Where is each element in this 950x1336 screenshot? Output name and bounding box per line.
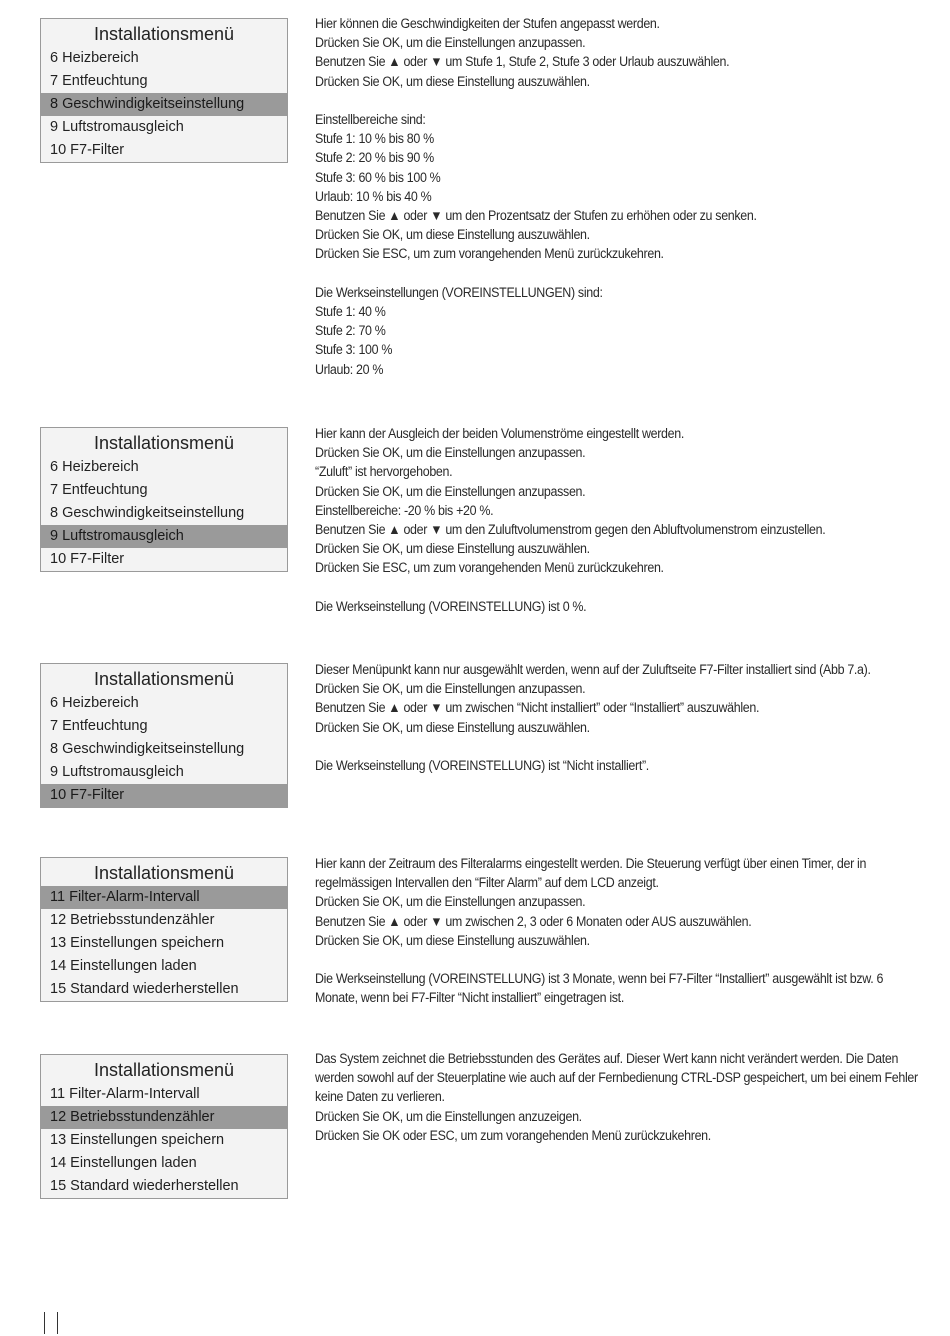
menu-title: Installationsmenü (93, 24, 235, 44)
menu-item: 15 Standard wiederherstellen (50, 981, 239, 997)
installation-menu (40, 1054, 288, 1199)
paragraph: Stufe 1: 10 % bis 80 % (315, 131, 434, 147)
description-text (315, 424, 927, 616)
menu-item-selected: 9 Luftstromausgleich (41, 525, 287, 548)
menu-item-selected: 12 Betriebsstundenzähler (41, 1106, 287, 1129)
menu-item: 11 Filter-Alarm-Intervall (50, 1086, 200, 1102)
menu-item: 7 Entfeuchtung (50, 73, 148, 89)
description-text (315, 14, 927, 379)
paragraph: Urlaub: 20 % (315, 361, 384, 377)
paragraph: Drücken Sie OK, um die Einstellungen anzupassen. (315, 35, 586, 51)
paragraph: Urlaub: 10 % bis 40 % (315, 188, 432, 204)
menu-item: 6 Heizbereich (50, 459, 139, 475)
paragraph: Die Werkseinstellung (VOREINSTELLUNG) ist 3 Monate, wenn bei F7-Filter “Installiert” ausgewählt ist bzw. 6 Monate, wenn bei F7-Filter “Nicht installiert” eingetragen ist. (315, 971, 887, 1006)
menu-title: Installationsmenü (93, 863, 235, 883)
installation-menu (40, 18, 288, 163)
menu-item: 10 F7-Filter (50, 142, 125, 158)
menu-item: 6 Heizbereich (50, 50, 139, 66)
menu-item-selected: 11 Filter-Alarm-Intervall (41, 886, 287, 909)
menu-title: Installationsmenü (93, 669, 235, 689)
menu-item: 14 Einstellungen laden (50, 958, 197, 974)
menu-item: 10 F7-Filter (50, 551, 125, 567)
menu-item: 13 Einstellungen speichern (50, 935, 225, 951)
paragraph: Benutzen Sie ▲ oder ▼ um den Zuluftvolumenstrom gegen den Abluftvolumenstrom einzustellen. (315, 522, 826, 538)
description-text (315, 660, 927, 775)
menu-item-selected: 8 Geschwindigkeitseinstellung (41, 93, 287, 116)
paragraph: Einstellbereiche sind: (315, 112, 426, 127)
paragraph: Drücken Sie OK, um diese Einstellung auszuwählen. (315, 227, 590, 243)
paragraph: Das System zeichnet die Betriebsstunden des Gerätes auf. Dieser Wert kann nicht verändert werden. Die Daten werden sowohl auf der Steuerplatine wie auch auf der Fernbedienung CTRL-DSP gespeichert, um bei einem Fehler keine Daten zu verlieren. (315, 1051, 922, 1105)
paragraph: Benutzen Sie ▲ oder ▼ um zwischen “Nicht installiert” oder “Installiert” auszuwählen. (315, 700, 760, 716)
paragraph: Einstellbereiche: -20 % bis +20 %. (315, 502, 494, 518)
paragraph: Die Werkseinstellungen (VOREINSTELLUNGEN) sind: (315, 284, 603, 300)
description-text (315, 854, 927, 1008)
paragraph: Die Werkseinstellung (VOREINSTELLUNG) ist 0 %. (315, 598, 587, 614)
paragraph: Stufe 3: 100 % (315, 342, 393, 358)
paragraph: Drücken Sie OK, um die Einstellungen anzupassen. (315, 894, 586, 910)
paragraph: Stufe 2: 20 % bis 90 % (315, 150, 434, 166)
paragraph: Drücken Sie OK, um die Einstellungen anzupassen. (315, 483, 586, 499)
paragraph: Stufe 1: 40 % (315, 304, 386, 320)
paragraph: Drücken Sie OK, um diese Einstellung auszuwählen. (315, 73, 590, 89)
paragraph: Drücken Sie OK, um die Einstellungen anzuzeigen. (315, 1108, 582, 1124)
description-text (315, 1049, 927, 1145)
menu-title: Installationsmenü (93, 1060, 235, 1080)
installation-menu (40, 857, 288, 1002)
menu-item: 15 Standard wiederherstellen (50, 1178, 239, 1194)
paragraph: Stufe 3: 60 % bis 100 % (315, 169, 441, 185)
menu-item: 13 Einstellungen speichern (50, 1132, 225, 1148)
paragraph: Drücken Sie OK oder ESC, um zum vorangehenden Menü zurückzukehren. (315, 1127, 711, 1143)
installation-menu (40, 663, 288, 808)
paragraph: Die Werkseinstellung (VOREINSTELLUNG) ist “Nicht installiert”. (315, 758, 649, 773)
paragraph: Benutzen Sie ▲ oder ▼ um zwischen 2, 3 oder 6 Monaten oder AUS auszuwählen. (315, 913, 752, 929)
menu-item: 8 Geschwindigkeitseinstellung (50, 741, 245, 757)
paragraph: Drücken Sie ESC, um zum vorangehenden Menü zurückzukehren. (315, 560, 664, 576)
paragraph: Stufe 2: 70 % (315, 323, 386, 339)
paragraph: Drücken Sie OK, um die Einstellungen anzupassen. (315, 445, 586, 461)
paragraph: Drücken Sie OK, um diese Einstellung auszuwählen. (315, 719, 590, 735)
paragraph: Benutzen Sie ▲ oder ▼ um den Prozentsatz der Stufen zu erhöhen oder zu senken. (315, 208, 757, 224)
paragraph: Drücken Sie OK, um diese Einstellung auszuwählen. (315, 932, 590, 948)
paragraph: Drücken Sie OK, um diese Einstellung auszuwählen. (315, 541, 590, 557)
paragraph: Drücken Sie OK, um die Einstellungen anzupassen. (315, 681, 586, 697)
paragraph: Hier können die Geschwindigkeiten der Stufen angepasst werden. (315, 16, 660, 31)
menu-item: 9 Luftstromausgleich (50, 119, 184, 135)
menu-item: 7 Entfeuchtung (50, 718, 148, 734)
menu-item: 12 Betriebsstundenzähler (50, 912, 215, 928)
menu-item: 8 Geschwindigkeitseinstellung (50, 505, 245, 521)
paragraph: “Zuluft” ist hervorgehoben. (315, 464, 453, 480)
menu-item-selected: 10 F7-Filter (41, 784, 287, 807)
paragraph: Benutzen Sie ▲ oder ▼ um Stufe 1, Stufe 2, Stufe 3 oder Urlaub auszuwählen. (315, 54, 730, 70)
menu-title: Installationsmenü (93, 433, 235, 453)
menu-item: 9 Luftstromausgleich (50, 764, 184, 780)
paragraph: Drücken Sie ESC, um zum vorangehenden Menü zurückzukehren. (315, 246, 664, 262)
menu-item: 14 Einstellungen laden (50, 1155, 197, 1171)
menu-item: 7 Entfeuchtung (50, 482, 148, 498)
page-edge-mark (44, 1312, 58, 1334)
installation-menu (40, 427, 288, 572)
paragraph: Dieser Menüpunkt kann nur ausgewählt werden, wenn auf der Zuluftseite F7-Filter installiert sind (Abb 7.a). (315, 662, 871, 677)
paragraph: Hier kann der Ausgleich der beiden Volumenströme eingestellt werden. (315, 426, 684, 441)
menu-item: 6 Heizbereich (50, 695, 139, 711)
paragraph: Hier kann der Zeitraum des Filteralarms eingestellt werden. Die Steuerung verfügt über einen Timer, der in regelmässigen Intervallen den “Filter Alarm” auf dem LCD anzeigt. (315, 856, 870, 891)
